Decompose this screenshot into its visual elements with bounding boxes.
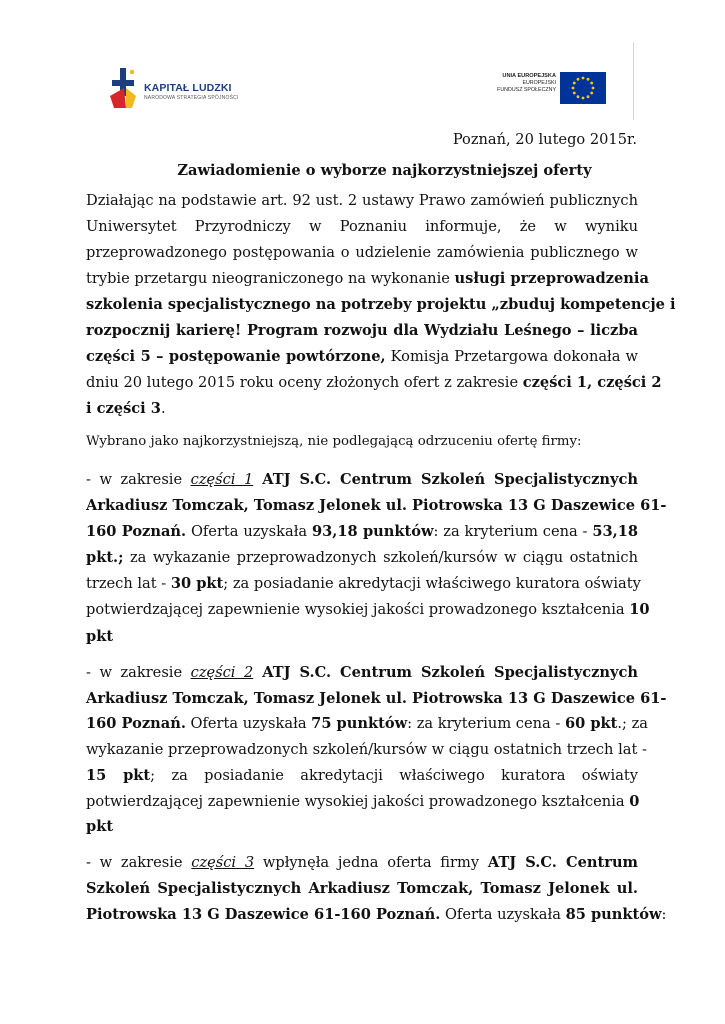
part-2-line-2: Arkadiusz Tomczak, Tomasz Jelonek ul. Piotrowska 13 G Daszewice 61- xyxy=(86,689,667,707)
part-3-line-1: - w zakresie części 3 wpłynęła jedna oferta firmy ATJ S.C. Centrum xyxy=(86,854,638,871)
part-1-line-1: - w zakresie części 1 ATJ S.C. Centrum Szkoleń Specjalistycznych xyxy=(86,471,638,488)
part-3-line-2: Szkoleń Specjalistycznych Arkadiusz Tomczak, Tomasz Jelonek ul. xyxy=(86,880,638,897)
intro-line-9: i części 3. xyxy=(86,400,166,417)
part-2-line-1: - w zakresie części 2 ATJ S.C. Centrum Szkoleń Specjalistycznych xyxy=(86,664,638,681)
part-1-line-2: Arkadiusz Tomczak, Tomasz Jelonek ul. Piotrowska 13 G Daszewice 61- xyxy=(86,497,667,515)
kapital-ludzki-subtitle: NARODOWA STRATEGIA SPÓJNOŚCI xyxy=(144,95,239,101)
kapital-ludzki-title: KAPITAŁ LUDZKI xyxy=(144,82,232,94)
part-2-line-4: wykazanie przeprowadzonych szkoleń/kursów w ciągu ostatnich trzech lat - xyxy=(86,741,647,759)
intro-line-8: dniu 20 lutego 2015 roku oceny złożonych ofert z zakresie części 1, części 2 xyxy=(86,374,662,391)
intro-line-7: części 5 – postępowanie powtórzone, Komisja Przetargowa dokonała w xyxy=(86,348,638,365)
eu-logo xyxy=(470,70,610,106)
part-3-line-3: Piotrowska 13 G Daszewice 61-160 Poznań. Oferta uzyskała 85 punktów: xyxy=(86,906,667,923)
intro-line-2: Uniwersytet Przyrodniczy w Poznaniu informuje, że w wyniku xyxy=(86,218,638,235)
eu-line-3: FUNDUSZ SPOŁECZNY xyxy=(497,87,556,93)
document-date: Poznań, 20 lutego 2015r. xyxy=(452,131,637,148)
selected-offer-intro: Wybrano jako najkorzystniejszą, nie podlegającą odrzuceniu ofertę firmy: xyxy=(86,434,582,449)
eu-flag-icon xyxy=(560,72,606,104)
eu-line-1: UNIA EUROPEJSKA xyxy=(502,73,556,79)
part-1-line-6: potwierdzającej zapewnienie wysokiej jakości prowadzonego kształcenia 10 xyxy=(86,601,650,619)
part-2-paragraph xyxy=(86,660,667,840)
kapital-ludzki-logo xyxy=(108,66,248,110)
part-2-line-5: 15 pkt; za posiadanie akredytacji właściwego kuratora oświaty xyxy=(86,766,639,784)
intro-line-5: szkolenia specjalistycznego na potrzeby projektu „zbuduj kompetencje i xyxy=(86,296,676,313)
eu-logo-text xyxy=(497,73,556,94)
part-3-paragraph xyxy=(86,850,667,928)
eu-line-2: EUROPEJSKI xyxy=(522,80,556,86)
intro-line-4: trybie przetargu nieograniczonego na wykonanie usługi przeprowadzenia xyxy=(86,270,649,287)
part-1-line-3: 160 Poznań. Oferta uzyskała 93,18 punktów: za kryterium cena - 53,18 xyxy=(86,523,639,541)
part-1-line-7: pkt xyxy=(86,627,114,645)
header-divider xyxy=(633,42,634,120)
part-1-line-4: pkt.; za wykazanie przeprowadzonych szkoleń/kursów w ciągu ostatnich xyxy=(86,549,638,567)
intro-paragraph xyxy=(86,188,676,422)
part-2-line-6: potwierdzającej zapewnienie wysokiej jakości prowadzonego kształcenia 0 xyxy=(86,792,640,810)
part-2-line-7: pkt xyxy=(86,818,114,836)
intro-line-6: rozpocznij karierę! Program rozwoju dla Wydziału Leśnego – liczba xyxy=(86,322,638,339)
part-1-line-5: trzech lat - 30 pkt; za posiadanie akredytacji właściwego kuratora oświaty xyxy=(86,575,641,593)
intro-line-1: Działając na podstawie art. 92 ust. 2 ustawy Prawo zamówień publicznych xyxy=(86,192,638,209)
kapital-ludzki-mark-icon xyxy=(108,66,138,110)
document-title: Zawiadomienie o wyborze najkorzystniejszej oferty xyxy=(177,162,592,179)
intro-line-3: przeprowadzonego postępowania o udzielenie zamówienia publicznego w xyxy=(86,244,638,261)
part-2-line-3: 160 Poznań. Oferta uzyskała 75 punktów: za kryterium cena - 60 pkt.; za xyxy=(86,715,648,733)
part-1-paragraph xyxy=(86,467,667,650)
